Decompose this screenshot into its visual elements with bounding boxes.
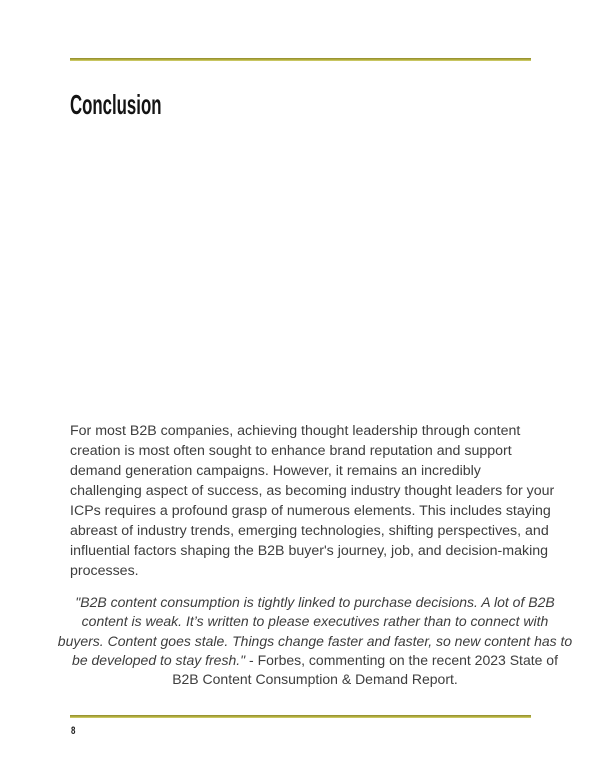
quote-line: buyers. Content goes stale. Things change faster and faster, so new content has to <box>57 632 573 649</box>
quote-end: be developed to stay fresh." <box>72 651 246 668</box>
quote-line-with-attribution <box>50 651 580 670</box>
body-line: For most B2B companies, achieving thought leadership through content <box>70 423 521 439</box>
body-line: abreast of industry trends, emerging technologies, shifting perspectives, and <box>70 523 549 539</box>
body-line: challenging aspect of success, as becoming industry thought leaders for your <box>70 483 555 499</box>
quote-line: "B2B content consumption is tightly linked to purchase decisions. A lot of B2B <box>75 594 555 610</box>
body-line: ICPs requires a profound grasp of numerous elements. This includes staying <box>70 503 551 519</box>
body-line: influential factors shaping the B2B buyer's journey, job, and decision-making <box>70 543 549 559</box>
quote-line: content is weak. It’s written to please executives rather than to connect with <box>81 613 549 630</box>
quote-attribution: - Forbes, commenting on the recent 2023 State of <box>245 651 558 668</box>
quote-paragraph <box>50 593 580 689</box>
top-divider <box>70 58 531 61</box>
body-paragraph <box>70 421 555 581</box>
body-line: demand generation campaigns. However, it remains an incredibly <box>70 463 481 479</box>
quote-attribution-line: B2B Content Consumption & Demand Report. <box>172 671 458 688</box>
body-line: creation is most often sought to enhance brand reputation and support <box>70 443 512 459</box>
page-number: 8 <box>71 725 76 737</box>
body-line: processes. <box>70 563 139 579</box>
bottom-divider <box>70 715 531 718</box>
page-title: Conclusion <box>70 89 162 120</box>
